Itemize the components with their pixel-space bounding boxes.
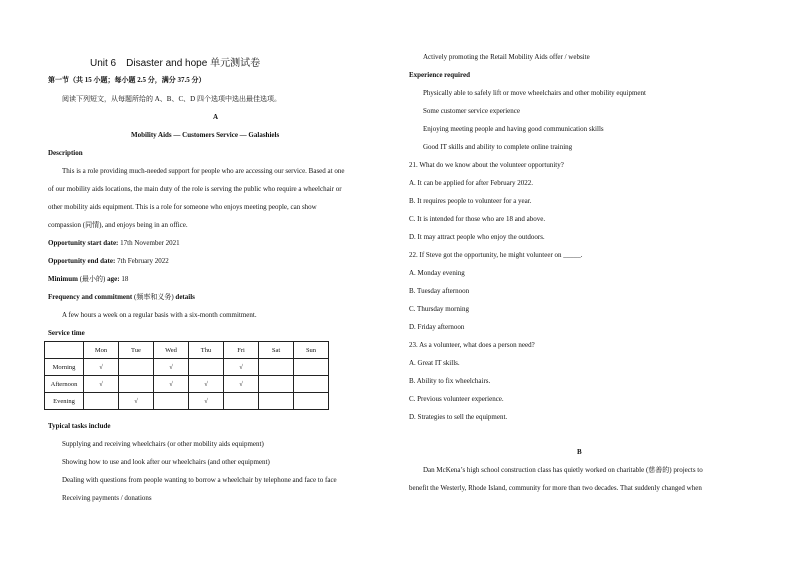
start-date-label: Opportunity start date: xyxy=(48,239,119,247)
task-item: Supplying and receiving wheelchairs (or other mobility aids equipment) xyxy=(62,440,264,448)
task-item: Dealing with questions from people wanting to borrow a wheelchair by telephone and face to face xyxy=(62,476,337,484)
frequency-note: (频率和义务) xyxy=(134,293,174,301)
question-option: B. It requires people to volunteer for a year. xyxy=(409,197,532,205)
table-row xyxy=(45,393,329,410)
end-date-label: Opportunity end date: xyxy=(48,257,116,265)
day-header: Thu xyxy=(189,342,224,359)
task-item: Actively promoting the Retail Mobility Aids offer / website xyxy=(423,53,590,61)
table-cell xyxy=(294,376,329,393)
question-option: D. It may attract people who enjoy the outdoors. xyxy=(409,233,545,241)
table-cell xyxy=(259,376,294,393)
table-cell xyxy=(259,359,294,376)
table-cell: √ xyxy=(84,359,119,376)
row-header: Evening xyxy=(45,393,84,410)
question-option: D. Friday afternoon xyxy=(409,323,465,331)
passage-b-label: B xyxy=(577,448,582,456)
table-cell: √ xyxy=(119,393,154,410)
description-line: This is a role providing much-needed support for people who are accessing our service. Based at one xyxy=(62,167,345,175)
question-option: A. Monday evening xyxy=(409,269,465,277)
question-option: C. It is intended for those who are 18 and above. xyxy=(409,215,546,223)
question-stem: 23. As a volunteer, what does a person need? xyxy=(409,341,535,349)
table-corner-cell xyxy=(45,342,84,359)
day-header: Sat xyxy=(259,342,294,359)
minimum-age-value: 18 xyxy=(121,275,129,283)
passage-a-heading: Mobility Aids — Customers Service — Galashiels xyxy=(131,131,280,139)
table-cell: √ xyxy=(189,393,224,410)
minimum-age xyxy=(48,275,128,284)
day-header: Tue xyxy=(119,342,154,359)
table-cell: √ xyxy=(154,359,189,376)
table-cell xyxy=(294,393,329,410)
description-line: of our mobility aids locations, the main duty of the role is serving the public who require a wheelchair or xyxy=(48,185,342,193)
table-cell xyxy=(294,359,329,376)
row-header: Afternoon xyxy=(45,376,84,393)
table-cell: √ xyxy=(224,376,259,393)
description-label: Description xyxy=(48,149,83,157)
table-row xyxy=(45,376,329,393)
question-option: A. It can be applied for after February 2022. xyxy=(409,179,534,187)
section-heading: 第一节（共 15 小题；每小题 2.5 分，满分 37.5 分） xyxy=(48,76,206,84)
table-cell: √ xyxy=(224,359,259,376)
day-header: Wed xyxy=(154,342,189,359)
minimum-label: Minimum xyxy=(48,275,78,283)
question-option: A. Great IT skills. xyxy=(409,359,460,367)
question-option: C. Thursday morning xyxy=(409,305,469,313)
table-cell: √ xyxy=(84,376,119,393)
description-line: compassion (同情), and enjoys being in an office. xyxy=(48,221,188,229)
passage-a-label: A xyxy=(213,113,219,121)
end-date-value: 7th February 2022 xyxy=(117,257,169,265)
frequency-tail: details xyxy=(175,293,195,301)
experience-item: Some customer service experience xyxy=(423,107,520,115)
question-stem: 21. What do we know about the volunteer opportunity? xyxy=(409,161,564,169)
frequency-heading xyxy=(48,293,195,302)
start-date-value: 17th November 2021 xyxy=(120,239,180,247)
task-item: Receiving payments / donations xyxy=(62,494,152,502)
row-header: Morning xyxy=(45,359,84,376)
end-date xyxy=(48,257,169,266)
table-cell xyxy=(259,393,294,410)
table-cell xyxy=(84,393,119,410)
task-item: Showing how to use and look after our wheelchairs (and other equipment) xyxy=(62,458,270,466)
typical-tasks-label: Typical tasks include xyxy=(48,422,111,430)
question-option: B. Tuesday afternoon xyxy=(409,287,470,295)
day-header: Fri xyxy=(224,342,259,359)
passage-b-line: Dan McKena’s high school construction class has quietly worked on charitable (慈善的) projects to xyxy=(423,466,703,474)
table-cell: √ xyxy=(189,376,224,393)
table-row xyxy=(45,359,329,376)
day-header: Sun xyxy=(294,342,329,359)
table-cell xyxy=(154,393,189,410)
age-label: age: xyxy=(107,275,120,283)
table-cell xyxy=(119,376,154,393)
day-header: Mon xyxy=(84,342,119,359)
table-cell xyxy=(224,393,259,410)
question-option: B. Ability to fix wheelchairs. xyxy=(409,377,491,385)
question-stem: 22. If Steve got the opportunity, he might volunteer on _____. xyxy=(409,251,583,259)
frequency-text: A few hours a week on a regular basis with a six-month commitment. xyxy=(62,311,257,319)
frequency-label: Frequency and commitment xyxy=(48,293,133,301)
service-time-table xyxy=(44,341,329,410)
experience-item: Enjoying meeting people and having good communication skills xyxy=(423,125,604,133)
experience-item: Physically able to safely lift or move wheelchairs and other mobility equipment xyxy=(423,89,646,97)
passage-b-line: benefit the Westerly, Rhode Island, community for more than two decades. That suddenly changed when xyxy=(409,484,702,492)
question-option: D. Strategies to sell the equipment. xyxy=(409,413,508,421)
question-option: C. Previous volunteer experience. xyxy=(409,395,504,403)
start-date xyxy=(48,239,180,248)
table-cell xyxy=(189,359,224,376)
instruction: 阅读下列短文，从每题所给的 A、B、C、D 四个选项中选出最佳选项。 xyxy=(62,95,281,103)
table-header-row xyxy=(45,342,329,359)
experience-item: Good IT skills and ability to complete online training xyxy=(423,143,573,151)
minimum-note: (最小的) xyxy=(79,275,106,283)
table-cell: √ xyxy=(154,376,189,393)
description-line: other mobility aids equipment. This is a role for someone who enjoys meeting people, can show xyxy=(48,203,317,211)
service-time-label: Service time xyxy=(48,329,85,337)
experience-label: Experience required xyxy=(409,71,470,79)
page-title: Unit 6 Disaster and hope 单元测试卷 xyxy=(90,58,261,69)
table-cell xyxy=(119,359,154,376)
